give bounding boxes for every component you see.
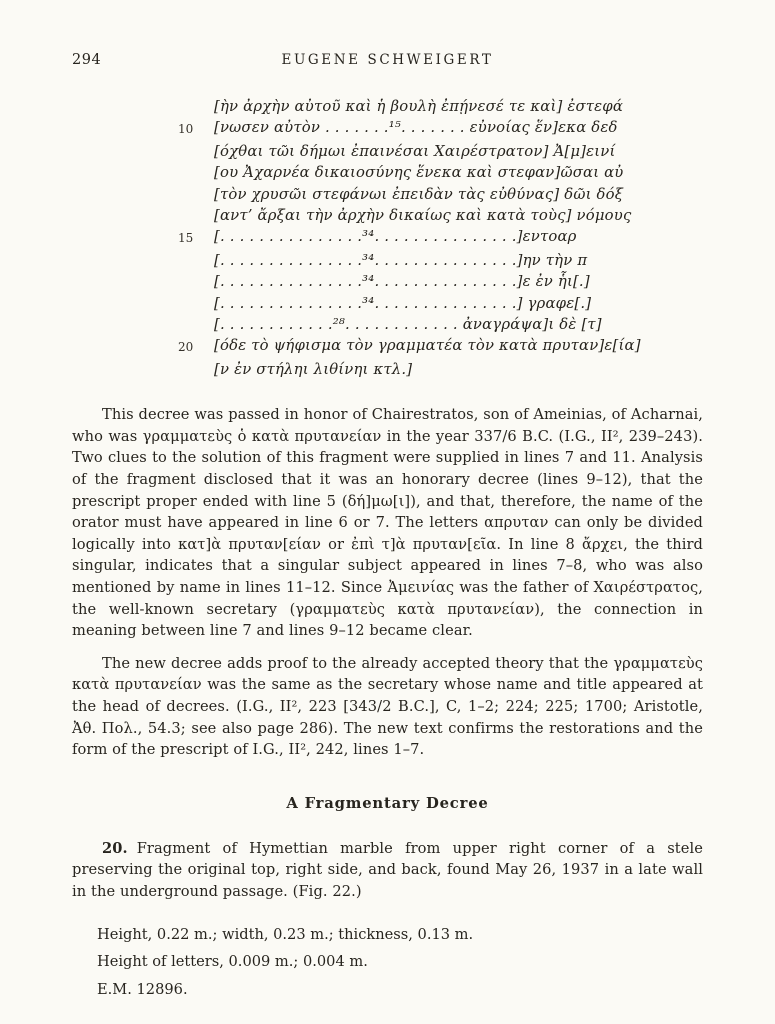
inscription-line [178,141,703,162]
inscription-line-number [178,141,214,162]
catalogue-item-text: Fragment of Hymettian marble from upper right corner of a stele preserving the original top, right side, and back, found May 26, 1937 in a late wall in the underground passage. (Fig. 22.) [72,839,703,900]
commentary-paragraph-2: The new decree adds proof to the already accepted theory that the γραμματεὺς κατὰ πρυτανείαν was the same as the secretary whose name and title appeared at the head of decrees. (I.G., II², 223 [343/2 B.C.], C, 1–2; 224; 225; 1700; Aristotle, Ἀθ. Πολ., 54.3; see also page 286). The new text confirms the restorations and the form of the prescript of I.G., II², 242, lines 1–7. [72,654,703,759]
inscription-line [178,271,703,292]
inventory-number: E.M. 12896. [97,980,188,998]
section-heading: A Fragmentary Decree [286,794,489,812]
inscription-line-number [178,271,214,292]
inscription-line-text: [. . . . . . . . . . . . . . .³⁴. . . . . . . . . . . . . . .]εντοαρ [214,228,577,246]
inscription-line-text: [ν ἐν στήληι λιθίνηι κτλ.] [214,360,413,378]
inscription-line-number [178,184,214,205]
inscription-line [178,162,703,183]
inscription-line-number: 10 [178,122,194,137]
inscription-line [178,226,703,249]
inscription-line-number [178,359,214,380]
inscription-line [178,96,703,117]
inscription-line [178,314,703,335]
catalogue-item-paragraph [72,838,703,903]
inscription-line [178,293,703,314]
inscription-line-number [178,162,214,183]
author-name: EUGENE SCHWEIGERT [281,52,494,68]
inscription-line-number [178,96,214,117]
inscription-line [178,117,703,140]
measurement-letter-height: Height of letters, 0.009 m.; 0.004 m. [97,953,368,971]
inscription-line-number [178,314,214,335]
inscription-line-number [178,205,214,226]
inscription-line [178,335,703,358]
inscription-line-text: [αντ’ ἄρξαι τὴν ἀρχὴν δικαίως καὶ κατὰ τοὺς] νόμους [214,207,632,225]
inscription-block [178,96,703,380]
inscription-line-text: [. . . . . . . . . . . .²⁸. . . . . . . . . . . . ἀναγράψα]ι δὲ [τ] [214,316,602,334]
inscription-line-text: [. . . . . . . . . . . . . . .³⁴. . . . . . . . . . . . . . .] γραφε[.] [214,294,592,312]
page-header [72,52,703,72]
inscription-line-text: [. . . . . . . . . . . . . . .³⁴. . . . . . . . . . . . . . .]ε ἐν ἧι[.] [214,273,590,291]
inscription-line [178,250,703,271]
inscription-line-text: [νωσεν αὐτὸν . . . . . . .¹⁵. . . . . . . εὐνοίας ἕν]εκα δεδ [214,119,618,137]
catalogue-item-number: 20. [102,839,128,857]
inscription-line-text: [όδε τὸ ψήφισμα τὸν γραμματέα τὸν κατὰ πρυταν]ε[ία] [214,337,641,355]
inscription-line-text: [ὴν ἀρχὴν αὐτοῦ καὶ ἡ βουλὴ ἐπῄνεσέ τε καὶ] ἐστεφά [214,98,624,115]
measurement-dimensions: Height, 0.22 m.; width, 0.23 m.; thickness, 0.13 m. [97,925,474,943]
inscription-line [178,184,703,205]
inscription-line-number: 15 [178,231,194,246]
inscription-line-text: [ου Ἀχαρνέα δικαιοσύνης ἕνεκα καὶ στεφαν]ῶσαι αὐ [214,164,624,182]
inscription-line-text: [. . . . . . . . . . . . . . .³⁴. . . . . . . . . . . . . . .]ην τὴν π [214,251,588,269]
inscription-line-text: [τὸν χρυσῶι στεφάνωι ἐπειδὰν τὰς εὐθύνας] δῶι δόξ [214,185,624,203]
inscription-line [178,205,703,226]
page-number: 294 [72,52,102,68]
commentary-paragraph-1: This decree was passed in honor of Chairestratos, son of Ameinias, of Acharnai, who was γραμματεὺς ὁ κατὰ πρυτανείαν in the year 337/6 B.C. (I.G., II², 239–243). Two clues to the solution of this fragment were supplied in lines 7 and 11. Analysis of the fragment disclosed that it was an honorary decree (lines 9–12), that the prescript proper ended with line 5 (δή]μω[ι]), and that, therefore, the name of the orator must have appeared in line 6 or 7. The letters απρυταν can only be divided logically into κατ]ὰ πρυταν[είαν or ἐπὶ τ]ὰ πρυταν[εῖα. In line 8 ἄρχει, the third singular, indicates that a singular subject appeared in lines 7–8, who was also mentioned by name in lines 11–12. Since Ἀμεινίας was the father of Χαιρέστρατος, the well-known secretary (γραμματεὺς κατὰ πρυτανείαν), the connection in meaning between line 7 and lines 9–12 became clear. [72,406,703,640]
inscription-line-text: [όχθαι τῶι δήμωι ἐπαινέσαι Χαιρέστρατον] Ἀ[μ]εινί [214,142,616,160]
measurements-block [97,921,703,1004]
inscription-line-number [178,250,214,271]
inscription-line-number: 20 [178,340,194,355]
inscription-line [178,359,703,380]
inscription-line-number [178,293,214,314]
